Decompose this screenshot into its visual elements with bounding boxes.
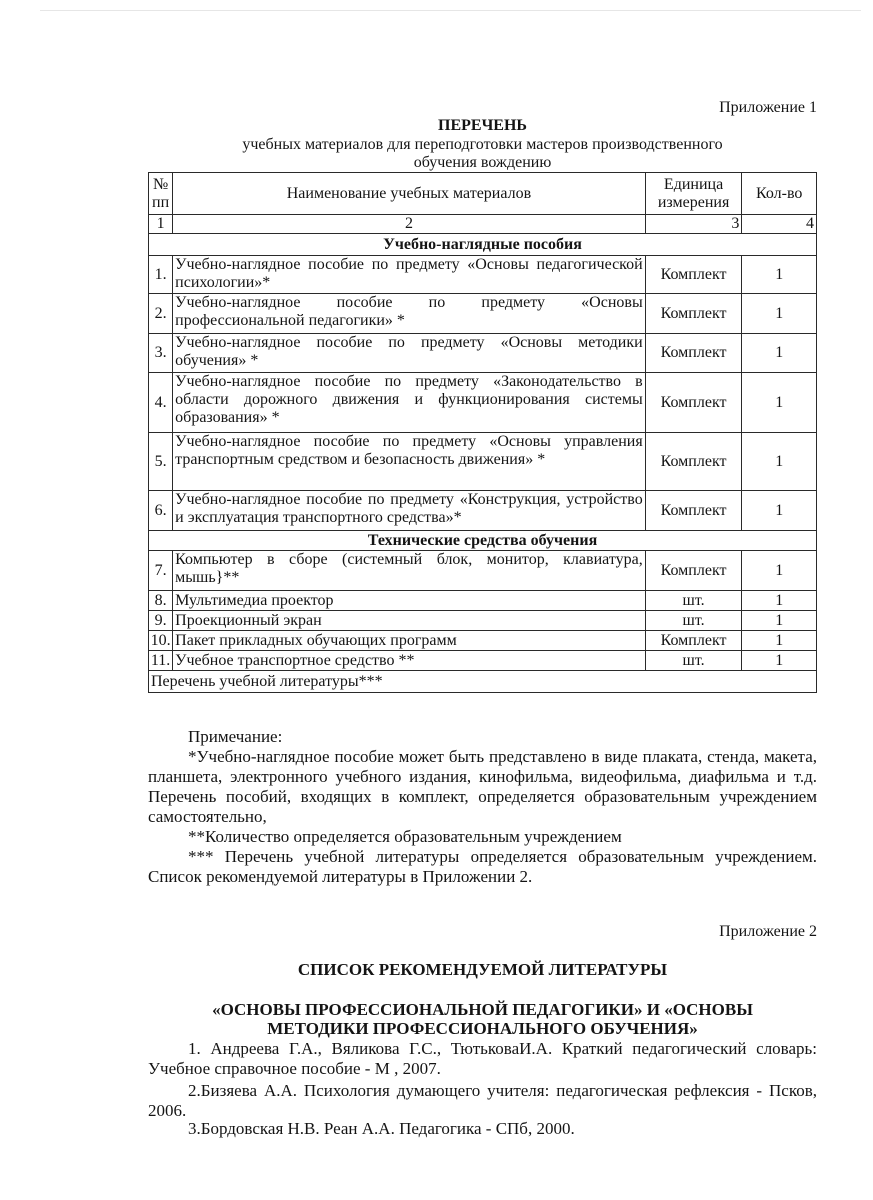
appendix-1-subtitle-line1: учебных материалов для переподготовки мастеров производственного [242,136,723,153]
row-qty: 1 [742,631,817,651]
row-name: Учебное транспортное средство ** [173,651,646,671]
row-number: 1. [149,256,173,294]
numbering-cell: 1 [149,215,173,234]
row-unit: Комплект [645,631,742,651]
row-number: 10. [149,631,173,651]
section-title-technical-means: Технические средства обучения [149,531,817,551]
appendix-2-label: Приложение 2 [719,923,817,940]
row-name: Проекционный экран [173,611,646,631]
row-qty: 1 [742,551,817,591]
row-unit: Комплект [645,491,742,531]
row-number: 9. [149,611,173,631]
row-name: Мультимедиа проектор [173,591,646,611]
row-number: 11. [149,651,173,671]
table-header-row [149,173,817,215]
table-row [149,491,817,531]
numbering-cell: 2 [173,215,646,234]
row-number: 2. [149,294,173,334]
table-row [149,651,817,671]
table-row [149,591,817,611]
row-qty: 1 [742,294,817,334]
row-qty: 1 [742,651,817,671]
row-name: Пакет прикладных обучающих программ [173,631,646,651]
row-number: 4. [149,373,173,433]
row-unit: Комплект [645,256,742,294]
table-row [149,373,817,433]
row-unit: шт. [645,611,742,631]
appendix-1-label: Приложение 1 [719,99,817,116]
note-1: *Учебно-наглядное пособие может быть представлено в виде плаката, стенда, макета, планшета, электронного учебного издания, кинофильма, видеофильма, диафильма и т.д. Перечень пособий, входящих в комплект, определяется образовательным учреждением самостоятельно, [148,747,817,826]
row-qty: 1 [742,591,817,611]
notes-heading: Примечание: [188,727,283,746]
row-unit: шт. [645,651,742,671]
table-row [149,551,817,591]
row-name: Учебно-наглядное пособие по предмету «Основы педагогической психологии»* [173,256,646,294]
header-unit: Единица измерения [645,173,742,215]
table-row [149,611,817,631]
row-unit: Комплект [645,294,742,334]
appendix-2-subtitle-line1: «ОСНОВЫ ПРОФЕССИОНАЛЬНОЙ ПЕДАГОГИКИ» И «ОСНОВЫ [212,1000,753,1019]
literature-row-label: Перечень учебной литературы*** [149,671,817,693]
row-name: Учебно-наглядное пособие по предмету «Основы методики обучения» * [173,334,646,373]
table-row [149,294,817,334]
row-qty: 1 [742,611,817,631]
row-qty: 1 [742,491,817,531]
table-numbering-row [149,215,817,234]
appendix-2-title: СПИСОК РЕКОМЕНДУЕМОЙ ЛИТЕРАТУРЫ [297,960,668,979]
row-unit: Комплект [645,373,742,433]
row-unit: шт. [645,591,742,611]
row-unit: Комплект [645,334,742,373]
row-number: 6. [149,491,173,531]
row-name: Учебно-наглядное пособие по предмету «Законодательство в области дорожного движения и функционирования системы образования» * [173,373,646,433]
note-3: *** Перечень учебной литературы определяется образовательным учреждением. Список рекомендуемой литературы в Приложении 2. [148,847,817,886]
reference-2: 2.Бизяева А.А. Психология думающего учителя: педагогическая рефлексия - Псков, 2006. [148,1081,817,1120]
section-title-visual-aids: Учебно-наглядные пособия [149,234,817,256]
reference-3: 3.Бордовская Н.В. Реан А.А. Педагогика - СПб, 2000. [188,1119,575,1138]
numbering-cell: 4 [742,215,817,234]
row-qty: 1 [742,334,817,373]
row-number: 8. [149,591,173,611]
scan-edge [40,10,861,11]
appendix-1-subtitle-line2: обучения вождению [413,154,552,171]
section-row [149,531,817,551]
literature-row [149,671,817,693]
appendix-2-subtitle-line2: МЕТОДИКИ ПРОФЕССИОНАЛЬНОГО ОБУЧЕНИЯ» [267,1019,698,1038]
numbering-cell: 3 [645,215,742,234]
row-number: 3. [149,334,173,373]
header-name: Наименование учебных материалов [173,173,646,215]
row-qty: 1 [742,373,817,433]
row-number: 5. [149,433,173,491]
reference-1-line1: 1. Андреева Г.А., Вяликова Г.С., ТютьковаИ.А. Краткий педагогический словарь: [188,1039,817,1058]
section-row [149,234,817,256]
row-name: Учебно-наглядное пособие по предмету «Основы профессиональной педагогики» * [173,294,646,334]
row-name: Учебно-наглядное пособие по предмету «Основы управления транспортным средством и безопасность движения» * [173,433,646,491]
row-name: Учебно-наглядное пособие по предмету «Конструкция, устройство и эксплуатация транспортного средства»* [173,491,646,531]
appendix-1-title: ПЕРЕЧЕНЬ [438,117,527,134]
row-unit: Комплект [645,551,742,591]
row-unit: Комплект [645,433,742,491]
header-qty: Кол-во [742,173,817,215]
row-name: Компьютер в сборе (системный блок, монитор, клавиатура, мышь}** [173,551,646,591]
row-qty: 1 [742,256,817,294]
row-number: 7. [149,551,173,591]
table-row [149,631,817,651]
table-row [149,433,817,491]
table-row [149,334,817,373]
materials-table [148,172,817,693]
row-qty: 1 [742,433,817,491]
table-row [149,256,817,294]
header-number: № пп [149,173,173,215]
reference-1-line2: Учебное справочное пособие - М , 2007. [148,1059,441,1078]
note-2: **Количество определяется образовательным учреждением [188,827,622,846]
